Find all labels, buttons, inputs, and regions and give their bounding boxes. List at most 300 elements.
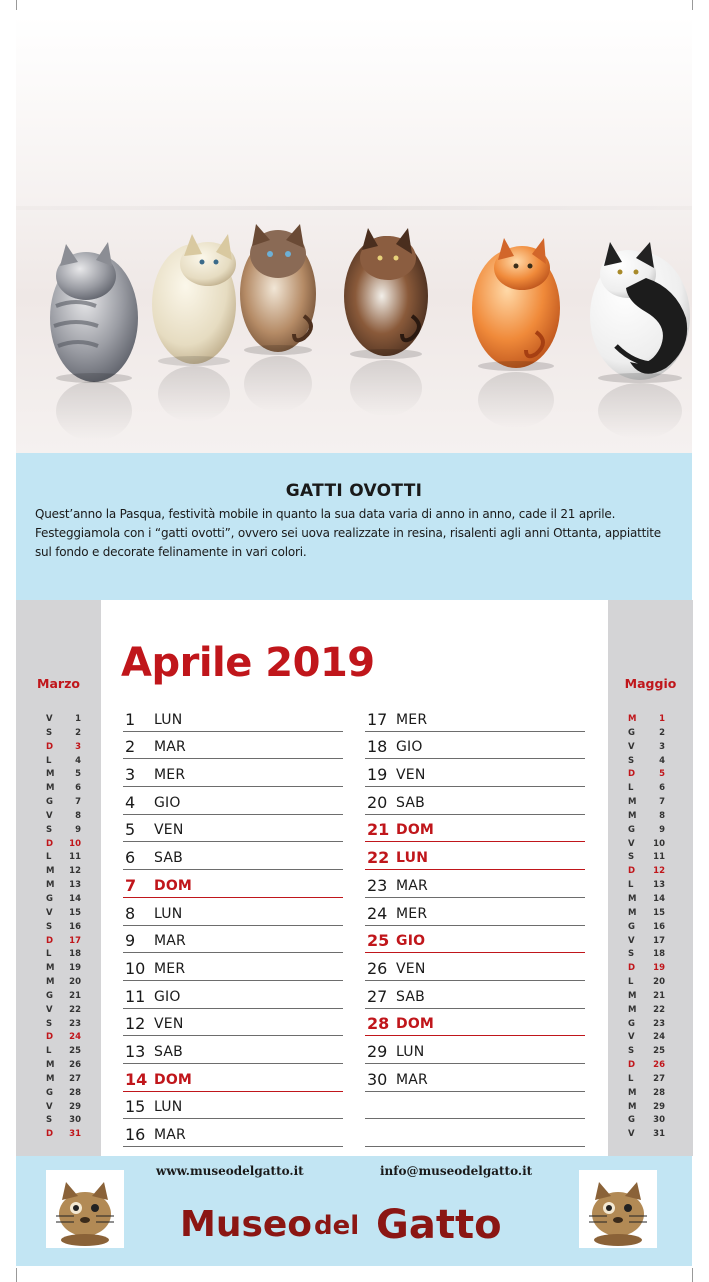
day-row [365,732,585,760]
mini-day-row [16,714,101,728]
mini-day-row [608,811,693,825]
day-row [123,759,343,787]
mini-day-number: 29 [653,1101,665,1112]
day-row [365,759,585,787]
day-weekday: VEN [154,1016,184,1033]
mini-day-row [608,1019,693,1033]
day-number: 7 [125,875,137,895]
mini-day-row [16,1115,101,1129]
day-row [123,732,343,760]
mini-day-number: 12 [69,866,81,877]
day-number: 1 [125,709,136,729]
cat-figure-orange [472,238,560,428]
mini-weekday: V [46,714,53,724]
day-row [123,870,343,898]
empty-day-row [365,1119,585,1147]
mini-weekday: S [628,852,635,863]
mini-weekday: L [628,783,634,794]
mini-day-number: 15 [653,907,665,918]
mini-day-number: 19 [69,963,81,974]
mini-weekday: G [46,893,53,904]
mini-day-row [16,1102,101,1116]
mini-day-row [608,991,693,1005]
day-weekday: GIO [154,794,181,811]
day-row [365,1009,585,1037]
day-row [365,815,585,843]
mini-day-row [16,1005,101,1019]
mini-day-number: 1 [659,714,665,724]
mini-weekday: G [628,1115,635,1126]
mini-day-row [16,936,101,950]
mini-day-number: 8 [659,810,665,821]
mini-weekday: M [628,810,637,821]
crochet-cat-image-right [579,1170,657,1248]
mini-day-number: 27 [653,1073,665,1084]
mini-weekday: M [46,977,55,988]
mini-day-number: 21 [69,990,81,1001]
day-number: 28 [367,1014,390,1034]
day-row [365,981,585,1009]
day-number: 19 [367,765,388,785]
mini-weekday: M [628,990,637,1001]
mini-day-row [608,1115,693,1129]
logo-word-gatto: Gatto [376,1202,502,1248]
day-row [365,1036,585,1064]
crochet-cat-icon [579,1170,657,1248]
mini-day-row [608,839,693,853]
mini-day-number: 26 [653,1060,665,1071]
mini-weekday: S [628,755,635,766]
mini-day-row [16,756,101,770]
day-row [123,1092,343,1120]
mini-day-number: 30 [653,1115,665,1126]
mini-weekday: V [46,907,53,918]
mini-day-number: 17 [69,935,81,946]
mini-day-row [16,825,101,839]
mini-day-number: 14 [69,893,81,904]
main-month-panel [101,600,608,1156]
mini-day-row [608,1046,693,1060]
day-weekday: SAB [154,850,183,867]
mini-weekday: V [628,1032,635,1043]
day-row [365,704,585,732]
mini-weekday: M [46,769,55,780]
day-weekday: VEN [154,822,184,839]
mini-day-number: 2 [659,727,665,738]
day-row [365,926,585,954]
day-number: 23 [367,875,388,895]
mini-day-row [608,866,693,880]
mini-weekday: V [46,810,53,821]
mini-day-number: 7 [659,797,665,808]
mini-day-row [608,963,693,977]
mini-day-row [16,949,101,963]
day-number: 21 [367,820,390,840]
mini-day-row [608,1129,693,1143]
mini-weekday: S [628,1046,635,1057]
next-month-mini-calendar [608,714,693,1143]
mini-day-number: 25 [69,1046,81,1057]
crop-mark [16,1268,17,1282]
day-row [123,898,343,926]
mini-weekday: G [628,921,635,932]
day-weekday: DOM [396,822,435,839]
empty-day-row [365,1092,585,1120]
mini-day-number: 16 [69,921,81,932]
cat-figure-cream [152,234,236,422]
day-number: 18 [367,737,388,757]
mini-day-number: 28 [653,1087,665,1098]
mini-day-number: 2 [75,727,81,738]
day-number: 15 [125,1097,146,1117]
day-row [123,1036,343,1064]
mini-day-number: 11 [653,852,665,863]
day-number: 27 [367,986,388,1006]
mini-day-row [608,714,693,728]
day-number: 16 [125,1125,146,1144]
mini-day-number: 22 [69,1004,81,1015]
day-row [365,1064,585,1092]
day-number: 11 [125,986,146,1006]
crochet-cat-image-left [46,1170,124,1248]
prev-month-panel [16,600,101,1156]
mini-day-number: 13 [69,880,81,891]
mini-day-number: 6 [659,783,665,794]
mini-weekday: S [46,1115,53,1126]
footer [16,1156,692,1266]
mini-day-row [608,1074,693,1088]
day-row [365,898,585,926]
mini-day-number: 4 [659,755,665,766]
mini-day-number: 7 [75,797,81,808]
mini-day-number: 18 [69,949,81,960]
day-row [365,870,585,898]
mini-weekday: D [628,866,636,877]
mini-day-number: 25 [653,1046,665,1057]
mini-weekday: L [46,852,52,863]
day-number: 2 [125,737,136,757]
mini-day-row [16,894,101,908]
mini-day-number: 29 [69,1101,81,1112]
day-number: 24 [367,903,388,923]
mini-weekday: M [46,1060,55,1071]
day-weekday: MAR [396,1071,428,1088]
mini-weekday: M [628,1004,637,1015]
mini-weekday: G [628,727,635,738]
day-number: 25 [367,931,390,951]
day-weekday: MER [396,711,428,728]
mini-weekday: D [628,963,636,974]
mini-day-row [608,1005,693,1019]
mini-day-number: 20 [653,977,665,988]
day-weekday: DOM [154,1071,193,1088]
mini-weekday: V [628,741,635,752]
mini-day-row [16,991,101,1005]
cat-figure-brown [240,224,316,412]
email-link[interactable]: info@museodelgatto.it [380,1164,533,1178]
mini-weekday: M [46,866,55,877]
mini-weekday: M [628,907,637,918]
mini-day-row [608,936,693,950]
mini-weekday: G [628,824,635,835]
day-weekday: LUN [154,1099,183,1116]
mini-weekday: M [628,797,637,808]
day-number: 26 [367,958,388,978]
mini-day-number: 19 [653,963,665,974]
day-weekday: MAR [396,877,428,894]
mini-day-row [16,811,101,825]
mini-day-row [16,866,101,880]
day-row [365,953,585,981]
day-row [123,1119,343,1147]
mini-day-number: 31 [653,1129,665,1140]
day-weekday: MAR [154,933,186,950]
mini-weekday: S [628,949,635,960]
day-row [123,926,343,954]
mini-weekday: L [46,1046,52,1057]
mini-weekday: L [628,977,634,988]
mini-day-number: 26 [69,1060,81,1071]
cat-figurines-illustration [16,16,692,453]
mini-day-number: 12 [653,866,665,877]
day-number: 13 [125,1041,146,1061]
day-number: 9 [125,931,136,951]
cat-figure-dark [344,228,428,416]
mini-day-number: 20 [69,977,81,988]
mini-day-number: 8 [75,810,81,821]
cat-eggs-photo [16,16,692,453]
day-number: 17 [367,709,388,729]
day-weekday: LUN [154,711,183,728]
day-number: 3 [125,765,136,785]
mini-weekday: M [628,893,637,904]
mini-weekday: D [46,741,54,752]
mini-weekday: D [628,1060,636,1071]
day-weekday: VEN [396,960,426,977]
mini-weekday: G [46,797,53,808]
mini-weekday: S [46,1018,53,1029]
mini-day-number: 5 [659,769,665,780]
caption-text: Quest’anno la Pasqua, festività mobile in quanto la sua data varia di anno in anno, cade il 21 aprile. Festeggiamola con i “gatti ovotti”, ovvero sei uova realizzate in resina, risalenti agli anni Ottanta, appiattite sul fondo e decorate felinamente in vari colori. [35,507,661,559]
mini-day-row [608,908,693,922]
day-row [123,981,343,1009]
mini-weekday: M [628,714,637,724]
mini-weekday: L [46,755,52,766]
day-weekday: DOM [154,877,193,894]
day-weekday: GIO [154,988,181,1005]
mini-day-number: 3 [75,741,81,752]
mini-day-number: 17 [653,935,665,946]
mini-day-row [16,1074,101,1088]
day-row [123,1009,343,1037]
mini-weekday: V [628,838,635,849]
mini-day-row [608,1032,693,1046]
mini-weekday: L [46,949,52,960]
day-weekday: MAR [154,1127,186,1143]
mini-day-number: 23 [653,1018,665,1029]
next-month-name: Maggio [624,676,677,691]
day-number: 12 [125,1014,146,1034]
mini-day-row [16,1060,101,1074]
mini-day-row [16,908,101,922]
mini-weekday: S [46,727,53,738]
mini-day-row [608,728,693,742]
day-number: 6 [125,848,136,868]
mini-day-row [16,1046,101,1060]
day-weekday: LUN [396,850,429,867]
day-weekday: MER [154,960,186,977]
day-number: 14 [125,1069,148,1089]
mini-day-number: 30 [69,1115,81,1126]
day-number: 22 [367,848,390,868]
mini-weekday: V [628,935,635,946]
mini-day-number: 14 [653,893,665,904]
crochet-cat-icon [46,1170,124,1248]
caption-title: GATTI OVOTTI [285,481,423,501]
day-weekday: GIO [396,933,426,950]
mini-weekday: D [46,838,54,849]
crop-mark [692,0,693,10]
mini-weekday: V [46,1004,53,1015]
mini-weekday: S [46,824,53,835]
mini-day-row [608,852,693,866]
mini-day-number: 24 [69,1032,81,1043]
mini-weekday: G [46,990,53,1001]
mini-day-row [16,1032,101,1046]
mini-weekday: D [46,1129,54,1140]
caption-panel [16,453,692,600]
mini-day-number: 3 [659,741,665,752]
day-weekday: SAB [396,988,425,1005]
month-title: Aprile 2019 [121,640,375,686]
day-weekday: LUN [396,1043,425,1060]
day-number: 5 [125,820,136,840]
day-row [123,842,343,870]
day-weekday: MER [396,905,428,922]
mini-day-number: 11 [69,852,81,863]
mini-day-row [608,1088,693,1102]
day-number: 10 [125,958,146,978]
days-column-1 [123,704,343,1147]
mini-day-row [16,880,101,894]
day-weekday: VEN [396,767,426,784]
mini-day-row [608,977,693,991]
mini-day-row [608,797,693,811]
day-row [123,1064,343,1092]
day-weekday: MAR [154,739,186,756]
mini-day-number: 10 [69,838,81,849]
mini-day-number: 9 [659,824,665,835]
mini-day-number: 21 [653,990,665,1001]
mini-day-number: 18 [653,949,665,960]
days-column-2 [365,704,585,1147]
cat-figure-grey [50,242,138,441]
mini-weekday: G [46,1087,53,1098]
mini-weekday: L [628,1073,634,1084]
mini-day-row [16,783,101,797]
mini-weekday: G [628,1018,635,1029]
museo-del-gatto-logo [176,1188,536,1248]
logo-word-del: del [314,1211,360,1241]
mini-day-row [608,922,693,936]
mini-day-number: 1 [75,714,81,724]
prev-month-mini-calendar [16,714,101,1143]
mini-weekday: V [628,1129,635,1140]
mini-day-row [16,1088,101,1102]
mini-day-row [16,922,101,936]
mini-day-row [16,1129,101,1143]
day-weekday: DOM [396,1016,435,1033]
mini-day-number: 13 [653,880,665,891]
mini-day-row [16,797,101,811]
mini-day-row [608,756,693,770]
day-row [365,842,585,870]
day-number: 4 [125,792,136,812]
day-row [123,704,343,732]
mini-day-row [608,769,693,783]
mini-weekday: M [46,783,55,794]
mini-day-number: 28 [69,1087,81,1098]
mini-day-number: 9 [75,824,81,835]
mini-day-row [608,742,693,756]
day-row [365,787,585,815]
day-weekday: SAB [396,794,425,811]
mini-weekday: D [628,769,636,780]
mini-day-number: 16 [653,921,665,932]
day-weekday: LUN [154,905,183,922]
day-row [123,815,343,843]
day-weekday: GIO [396,739,423,756]
crop-mark [692,1268,693,1282]
mini-day-row [608,880,693,894]
day-weekday: SAB [154,1043,183,1060]
mini-day-row [16,769,101,783]
mini-day-row [608,1102,693,1116]
mini-weekday: M [628,1087,637,1098]
day-weekday: MER [154,767,186,784]
mini-day-row [608,894,693,908]
day-number: 29 [367,1041,388,1061]
next-month-panel [608,600,693,1156]
mini-day-row [16,852,101,866]
mini-day-number: 22 [653,1004,665,1015]
mini-day-row [16,963,101,977]
mini-day-number: 24 [653,1032,665,1043]
website-link[interactable]: www.museodelgatto.it [156,1164,304,1178]
mini-weekday: S [46,921,53,932]
mini-day-number: 15 [69,907,81,918]
mini-weekday: M [46,963,55,974]
mini-day-row [608,1060,693,1074]
mini-day-number: 23 [69,1018,81,1029]
day-row [123,787,343,815]
mini-weekday: M [46,1073,55,1084]
mini-day-row [16,728,101,742]
mini-day-row [16,839,101,853]
mini-day-number: 6 [75,783,81,794]
logo-word-museo: Museo [180,1204,313,1245]
mini-day-row [16,977,101,991]
day-number: 20 [367,792,388,812]
mini-day-row [608,783,693,797]
mini-weekday: D [46,1032,54,1043]
mini-day-number: 27 [69,1073,81,1084]
mini-day-number: 31 [69,1129,81,1140]
day-number: 8 [125,903,136,923]
logo-lettering [176,1188,536,1248]
mini-weekday: M [46,880,55,891]
mini-weekday: M [628,1101,637,1112]
